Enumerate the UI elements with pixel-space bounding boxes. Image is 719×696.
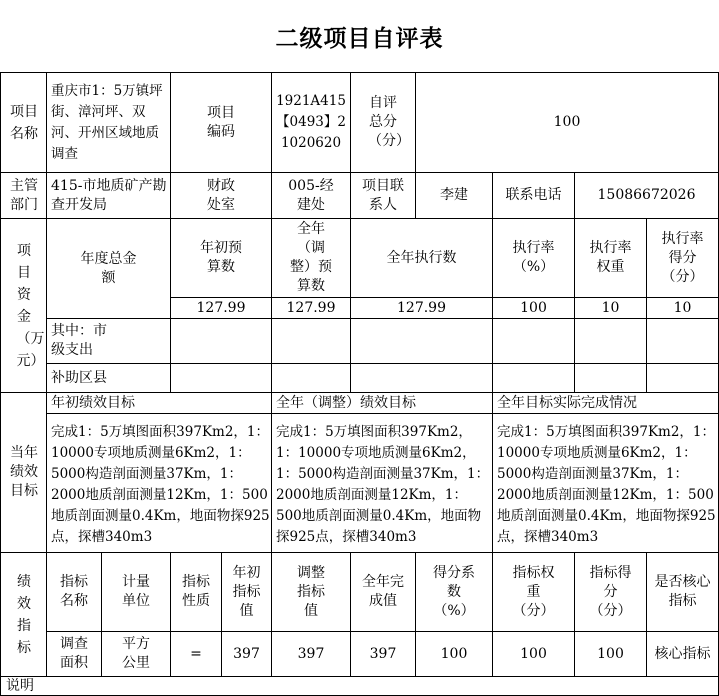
annual-total-header: 年度总金额: [80, 250, 137, 286]
ind-row-core: 核心指标: [654, 645, 711, 662]
exec-weight-header: 执行率权重: [589, 240, 632, 275]
adjusted-goal-header: 全年（调整）绩效目标: [276, 394, 416, 411]
exec-weight-value: 10: [601, 299, 620, 316]
phone-value: 15086672026: [597, 187, 696, 203]
initial-goal-header: 年初绩效目标: [51, 394, 135, 411]
office-label: 财政处室: [207, 177, 235, 213]
phone-label: 联系电话: [505, 187, 562, 203]
dept-value: 415-市地质矿产勘查开发局: [51, 177, 167, 213]
dept-label: 主管部门: [10, 177, 38, 213]
actual-goal-text: 完成1：5万填图面积397Km2，1：10000专项地质测量6Km2，1：5000构造剖面测量37Km，1：2000地质剖面测量12Km，1：500地质剖面测量0.4Km，地面物探925点，探槽340m3: [497, 424, 716, 545]
ind-initial-header: 年初指标值: [232, 564, 261, 619]
ind-row-coef: 100: [440, 645, 468, 662]
project-code-value: 1921A415【0493】21020620: [276, 93, 346, 151]
ind-row-completed: 397: [369, 645, 397, 662]
ind-score-header: 指标得分（分）: [589, 564, 632, 619]
actual-goal-header: 全年目标实际完成情况: [497, 394, 637, 411]
adjusted-budget-value: 127.99: [286, 299, 336, 316]
executed-header: 全年执行数: [386, 249, 457, 266]
indicators-label: 绩效指标: [17, 573, 31, 656]
self-score-value: 100: [553, 114, 581, 130]
ind-adjusted-header: 调整指标值: [297, 564, 325, 619]
contact-value: 李建: [440, 187, 468, 203]
project-name-value: 重庆市1：5万镇坪街、漳河坪、双河、开州区域地质调查: [51, 82, 163, 162]
ind-nature-header: 指标性质: [182, 574, 210, 609]
office-value: 005-经建处: [288, 177, 334, 213]
city-expenditure-label: 其中：市级支出: [51, 323, 107, 358]
adjusted-goal-text: 完成1：5万填图面积397Km2，1：10000专项地质测量6Km2，1：5000构造剖面测量37Km，1：2000地质剖面测量12Km，1：500地质剖面测量0.4Km，地面物探925点，探槽340m3: [276, 424, 490, 545]
project-code-label: 项目编码: [207, 104, 235, 140]
initial-budget-header: 年初预算数: [200, 240, 242, 275]
ind-row-unit: 平方公里: [122, 636, 150, 671]
exec-score-header: 执行率得分（分）: [661, 230, 704, 285]
self-score-label: 自评总分（分）: [368, 95, 410, 149]
ind-row-initial: 397: [233, 645, 260, 662]
ind-name-header: 指标名称: [60, 574, 88, 609]
ind-weight-header: 指标权重（分）: [512, 564, 555, 619]
initial-goal-text: 完成1：5万填图面积397Km2，1：10000专项地质测量6Km2，1：5000构造剖面测量37Km，1：2000地质剖面测量12Km，1：500地质剖面测量0.4Km，地面物探925点，探槽340m3: [51, 424, 270, 545]
ind-row-weight: 100: [520, 645, 547, 662]
ind-coef-header: 得分系数（%）: [433, 564, 475, 619]
ind-row-adjusted: 397: [297, 645, 325, 662]
executed-value: 127.99: [397, 299, 446, 316]
ind-unit-header: 计量单位: [122, 574, 150, 609]
initial-budget-value: 127.99: [196, 299, 246, 316]
ind-row-score: 100: [597, 645, 624, 662]
ind-core-header: 是否核心指标: [654, 574, 711, 609]
contact-label: 项目联系人: [362, 177, 404, 213]
goals-label: 当年绩效目标: [10, 445, 38, 499]
project-name-label: 项目名称: [10, 103, 38, 142]
ind-row-name: 调查面积: [60, 636, 88, 671]
page-title: 二级项目自评表: [275, 24, 444, 52]
exec-rate-header: 执行率（%）: [512, 240, 555, 275]
notes-label: 说明: [6, 678, 34, 694]
subsidy-label: 补助区县: [51, 369, 107, 386]
ind-row-nature: =: [190, 645, 202, 662]
exec-rate-value: 100: [520, 299, 547, 316]
exec-score-value: 10: [673, 299, 692, 316]
ind-completed-header: 全年完成值: [362, 574, 404, 609]
adjusted-budget-header: 全年（调整）预算数: [290, 221, 332, 294]
funds-label: 项目资金（万元）: [16, 242, 45, 369]
